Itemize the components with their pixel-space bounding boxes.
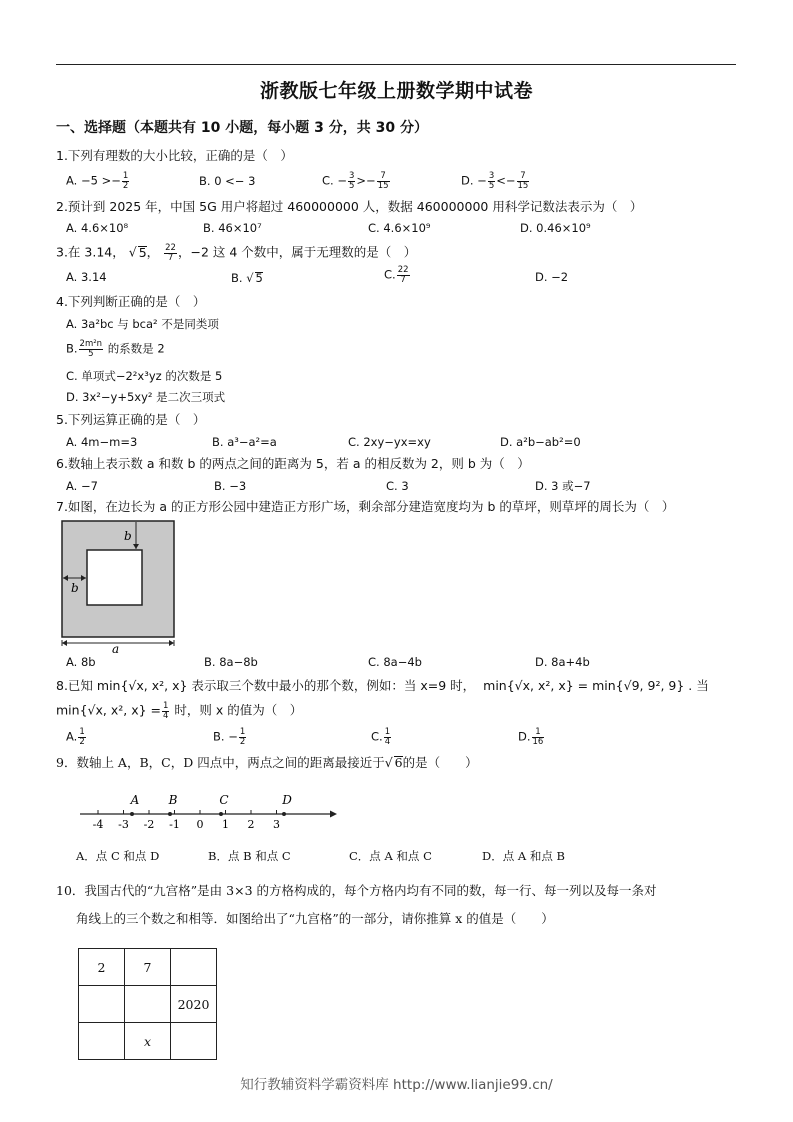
page-title: 浙教版七年级上册数学期中试卷	[259, 80, 533, 102]
fig-label-b-left: b	[71, 581, 79, 595]
q1-option-c: C. − $\frac{3}{5}$ >− $\frac{7}{15}$	[322, 171, 389, 191]
q2-option-b: B. 46×10⁷	[203, 221, 262, 235]
q8-option-b: B. − $\frac{1}{2}$	[213, 727, 246, 747]
q4-option-c: C. 单项式−2²x³yz 的次数是 5	[66, 369, 223, 383]
grid-cell: 2	[79, 949, 125, 986]
number-line-point-label: A	[130, 793, 140, 807]
number-line-point-label: B	[168, 793, 178, 807]
question-2: 2.预计到 2025 年，中国 5G 用户将超过 460000000 人，数据 460000000 用科学记数法表示为（ ）	[56, 199, 643, 214]
q8-option-c: C. $\frac{1}{4}$	[371, 727, 391, 747]
nine-grid	[78, 948, 217, 1060]
number-line-point	[130, 812, 134, 816]
q2-option-a: A. 4.6×10⁸	[66, 221, 129, 235]
number-line-tick-label: -3	[118, 818, 129, 831]
q5-option-c: C. 2xy−yx=xy	[348, 435, 431, 449]
q4-option-d: D. 3x²−y+5xy² 是二次三项式	[66, 390, 226, 404]
question-1: 1.下列有理数的大小比较，正确的是（ ）	[56, 148, 293, 163]
question-6: 6.数轴上表示数 a 和数 b 的两点之间的距离为 5，若 a 的相反数为 2，则 b 为（ ）	[56, 456, 530, 471]
q9-option-d: D．点 A 和点 B	[482, 849, 565, 863]
q7-option-a: A. 8b	[66, 655, 96, 669]
q5-option-a: A. 4m−m=3	[66, 435, 138, 449]
grid-cell	[125, 986, 171, 1023]
q1-option-d: D. − $\frac{3}{5}$ <− $\frac{7}{15}$	[461, 171, 529, 191]
number-line-tick-label: 0	[196, 818, 204, 831]
number-line-tick-label: -4	[92, 818, 104, 831]
number-line-tick-label: 2	[247, 818, 255, 831]
grid-row	[79, 986, 217, 1023]
fig-label-a: a	[112, 642, 120, 654]
q6-option-d: D. 3 或−7	[535, 479, 591, 493]
number-line-tick-label: -1	[169, 818, 180, 831]
grid-cell	[79, 1023, 125, 1060]
q7-option-c: C. 8a−4b	[368, 655, 422, 669]
q3-option-a: A. 3.14	[66, 270, 107, 284]
grid-cell	[79, 986, 125, 1023]
q3-option-c: C. $\frac{22}{7}$	[384, 265, 409, 285]
grid-cell	[171, 949, 217, 986]
q9-option-b: B．点 B 和点 C	[208, 849, 291, 863]
question-9: 9．数轴上 A，B，C，D 四点中，两点之间的距离最接近于√ 6的是（ ）	[56, 755, 478, 770]
question-10-line1: 10．我国古代的“九宫格”是由 3×3 的方格构成的，每个方格内均有不同的数，每一行、每一列以及每一条对	[56, 883, 657, 898]
number-line-point	[219, 812, 223, 816]
number-line-tick-label: 3	[273, 818, 280, 831]
question-7: 7.如图，在边长为 a 的正方形公园中建造正方形广场，剩余部分建造宽度均为 b 的草坪，则草坪的周长为（ ）	[56, 499, 675, 514]
number-line-tick-label: -2	[143, 818, 155, 831]
q6-option-b: B. −3	[214, 479, 247, 493]
question-3: 3.在 3.14， √ 5， $\frac{22}{7}$ ，−2 这 4 个数中，属于无理数的是（ ）	[56, 243, 417, 263]
q3-option-d: D. −2	[535, 270, 569, 284]
q5-option-b: B. a³−a²=a	[212, 435, 277, 449]
q8-option-d: D. $\frac{1}{16}$	[518, 727, 544, 747]
grid-row	[79, 1023, 217, 1060]
grid-cell: 7	[125, 949, 171, 986]
footer-watermark: 知行教辅资料学霸资料库 http://www.lianjie99.cn/	[240, 1077, 553, 1093]
grid-cell	[171, 1023, 217, 1060]
q2-option-c: C. 4.6×10⁹	[368, 221, 431, 235]
inner-square	[87, 550, 142, 605]
grid-row	[79, 949, 217, 986]
q6-option-a: A. −7	[66, 479, 98, 493]
number-line-point	[168, 812, 172, 816]
q3-option-b: B. √ 5	[231, 271, 263, 285]
grid-cell: x	[125, 1023, 171, 1060]
number-line-point	[282, 812, 286, 816]
number-line-point-label: D	[282, 793, 292, 807]
q9-option-c: C．点 A 和点 C	[349, 849, 432, 863]
number-line-tick-label: 1	[222, 818, 229, 831]
question-8-line1: 8.已知 min{√x, x², x} 表示取三个数中最小的那个数，例如：当 x=9 时， min{√x, x², x} = min{√9, 9², 9} . 当	[56, 678, 709, 693]
top-rule	[56, 64, 736, 65]
question-5: 5.下列运算正确的是（ ）	[56, 412, 206, 427]
question-10-line2: 角线上的三个数之和相等．如图给出了“九宫格”的一部分，请你推算 x 的值是（ ）	[76, 911, 554, 926]
grid-cell: 2020	[171, 986, 217, 1023]
q2-option-d: D. 0.46×10⁹	[520, 221, 591, 235]
question-4: 4.下列判断正确的是（ ）	[56, 294, 206, 309]
number-line-point-label: C	[219, 793, 229, 807]
q7-square-figure	[58, 518, 180, 654]
q5-option-d: D. a²b−ab²=0	[500, 435, 581, 449]
q1-option-a: A. −5 >− $\frac{1}{2}$	[66, 171, 129, 191]
section-heading: 一、选择题（本题共有 10 小题，每小题 3 分，共 30 分）	[56, 120, 428, 136]
q7-option-d: D. 8a+4b	[535, 655, 590, 669]
q8-option-a: A. $\frac{1}{2}$	[66, 727, 85, 747]
q1-option-b: B. 0 <− 3	[199, 174, 256, 188]
q7-option-b: B. 8a−8b	[204, 655, 258, 669]
question-8-line2: min{√x, x², x} = $\frac{1}{4}$ 时，则 x 的值为（ ）	[56, 701, 303, 721]
q9-number-line	[76, 790, 338, 832]
q9-option-a: A．点 C 和点 D	[76, 849, 160, 863]
q4-option-a: A. 3a²bc 与 bca² 不是同类项	[66, 317, 219, 331]
q6-option-c: C. 3	[386, 479, 409, 493]
q4-option-b: B. $\frac{\text{2m²n}}{5}$ 的系数是 2	[66, 339, 165, 359]
fig-label-b-top: b	[124, 529, 132, 543]
